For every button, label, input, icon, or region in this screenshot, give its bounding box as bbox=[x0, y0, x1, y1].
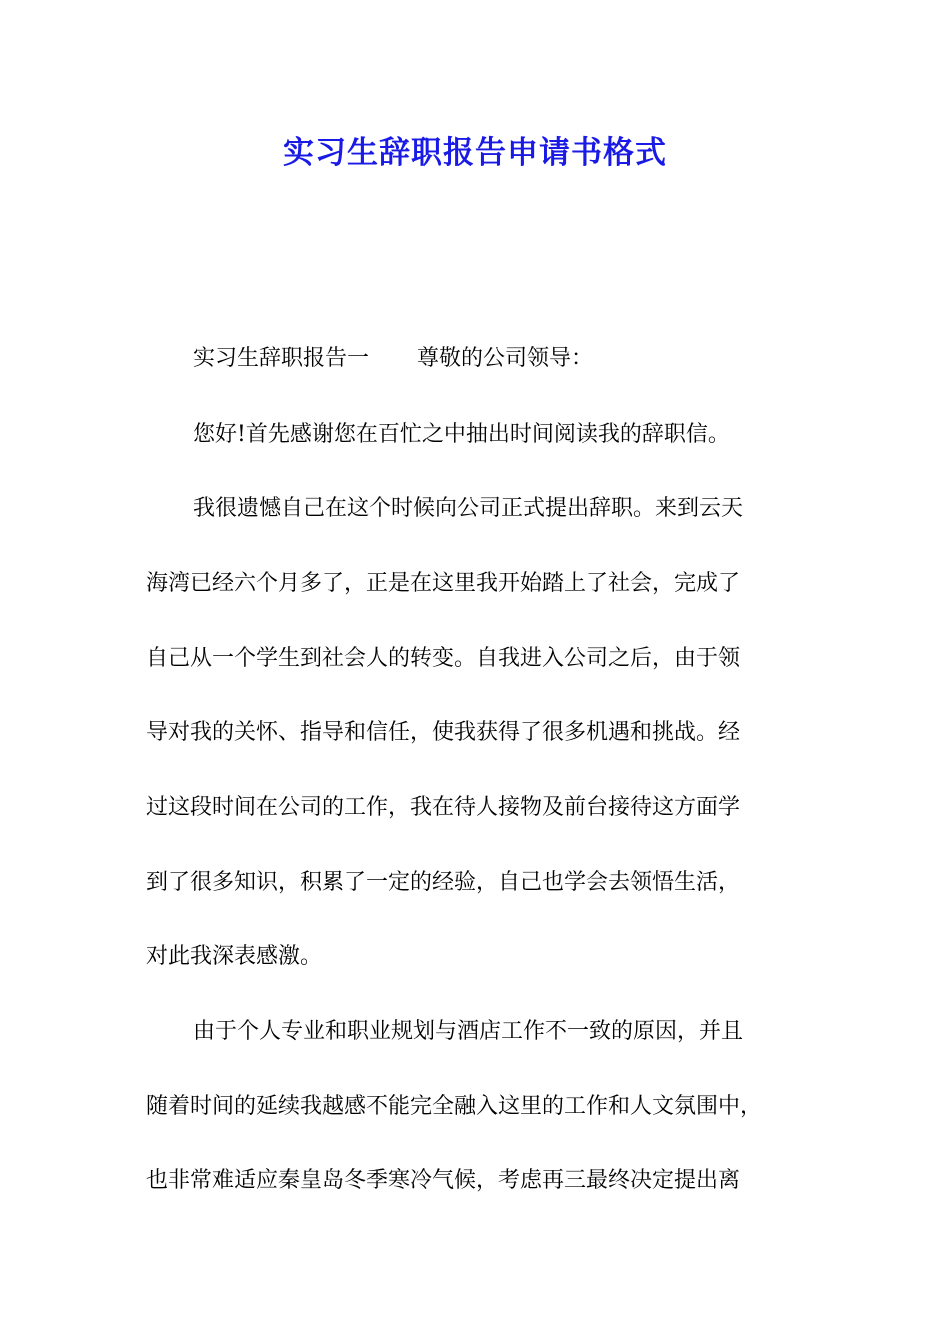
document-title: 实习生辞职报告申请书格式 bbox=[283, 135, 667, 171]
paragraph-line: 自己从一个学生到社会人的转变。自我进入公司之后，由于领 bbox=[146, 646, 741, 671]
paragraph-line: 对此我深表感激。 bbox=[146, 944, 323, 969]
paragraph-line: 也非常难适应秦皇岛冬季寒冷气候，考虑再三最终决定提出离 bbox=[146, 1168, 741, 1193]
paragraph-line: 您好!首先感谢您在百忙之中抽出时间阅读我的辞职信。 bbox=[193, 422, 730, 447]
paragraph-line: 随着时间的延续我越感不能完全融入这里的工作和人文氛围中， bbox=[146, 1094, 763, 1119]
paragraph-line: 海湾已经六个月多了，正是在这里我开始踏上了社会，完成了 bbox=[146, 571, 741, 596]
paragraph-line: 我很遗憾自己在这个时候向公司正式提出辞职。来到云天 bbox=[193, 496, 744, 521]
salutation-line bbox=[193, 344, 593, 374]
paragraph-line: 到了很多知识，积累了一定的经验，自己也学会去领悟生活， bbox=[146, 870, 741, 895]
salutation: 尊敬的公司领导： bbox=[417, 346, 594, 371]
paragraph-line: 导对我的关怀、指导和信任，使我获得了很多机遇和挑战。经 bbox=[146, 720, 741, 745]
paragraph-line: 过这段时间在公司的工作，我在待人接物及前台接待这方面学 bbox=[146, 795, 741, 820]
paragraph-line: 由于个人专业和职业规划与酒店工作不一致的原因，并且 bbox=[193, 1019, 744, 1044]
report-heading: 实习生辞职报告一 bbox=[193, 346, 370, 371]
